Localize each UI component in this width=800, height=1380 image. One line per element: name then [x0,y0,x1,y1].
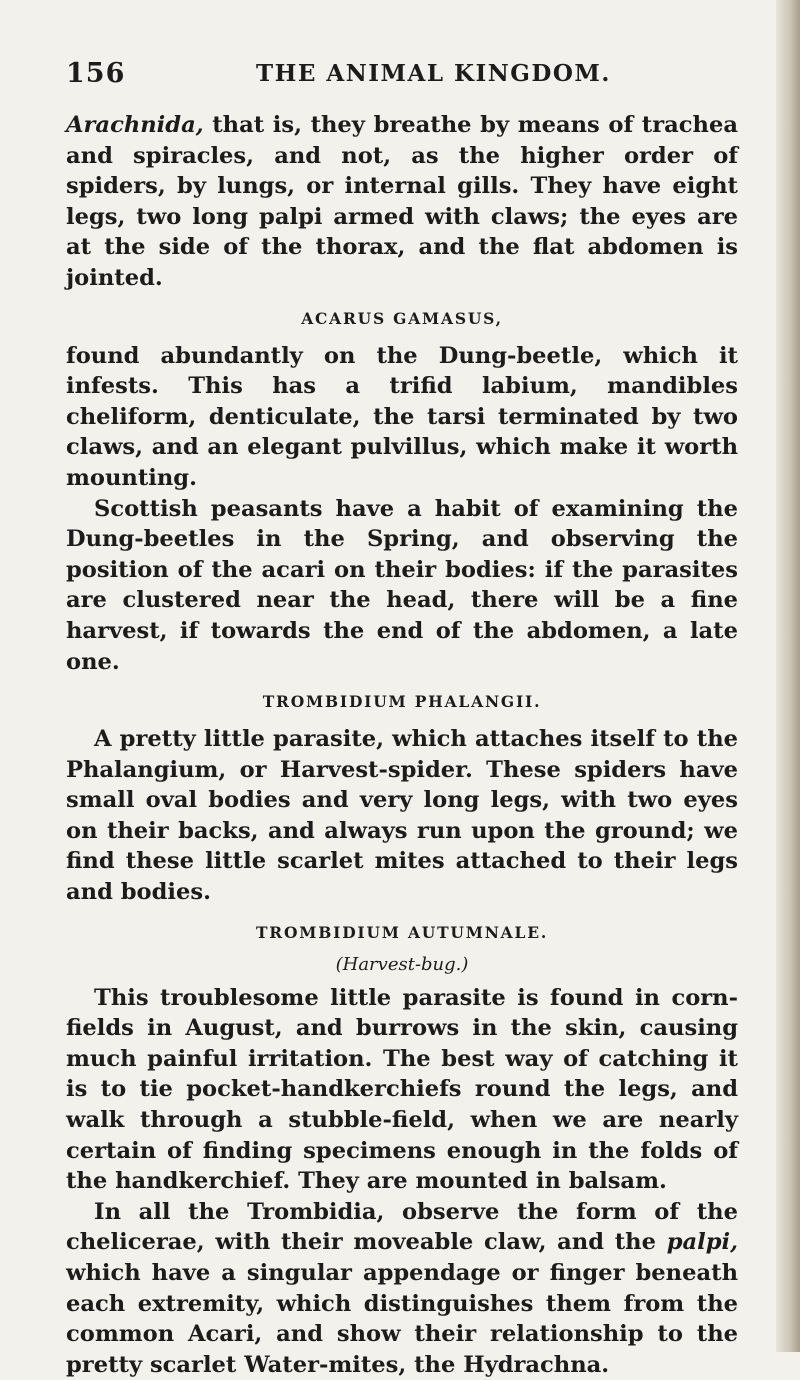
paragraph-trombidium-autumnale-1: This troublesome little parasite is found in corn-fields in August, and burrows in the skin, causing much painful irritation. The best way of catching it is to tie pocket-handkerchiefs round the legs, and walk through a stubble-field, when we are nearly certain of finding specimens enough in the folds of the handkerchief. They are mounted in balsam. [66,984,738,1195]
section-heading-acarus: ACARUS GAMASUS, [301,308,503,328]
subheading-harvest-bug: (Harvest-bug.) [335,953,469,975]
palpi-term: palpi, [666,1229,738,1256]
section-heading-trombidium-phalangii: TROMBIDIUM PHALANGII. [262,692,542,712]
paragraph-trombidium-autumnale-2 [66,1197,738,1380]
arachnida-term: Arachnida, [66,112,204,138]
intro-text: that is, they breathe by means of trachea and spiracles, and not, as the higher order of spiders, by lungs, or internal gills. They have eight legs, two long palpi armed with claws; the eyes are at the side of the thorax, and the flat abdomen is jointed. [66,112,738,291]
paragraph-trombidium-phalangii: A pretty little parasite, which attaches itself to the Phalangium, or Harvest-spider. These spiders have small oval bodies and very long legs, with two eyes on their backs, and always run upon the ground; we find these little scarlet mites attached to their legs and bodies. [66,726,738,906]
paragraph-part: In all the Trombidia, observe the form of the chelicerae, with their moveable claw, and the [66,1198,738,1256]
page-number: 156 [66,58,126,89]
paragraph-acarus-1: found abundantly on the Dung-beetle, which it infests. This has a trifid labium, mandibles cheliform, denticulate, the tarsi terminated by two claws, and an elegant pulvillus, which make it worth mounting. [66,342,738,491]
paragraph-acarus-2: Scottish peasants have a habit of examining the Dung-beetles in the Spring, and observing the position of the acari on their bodies: if the parasites are clustered near the head, there will be a fine harvest, if towards the end of the abdomen, a late one. [66,495,738,675]
page-title: THE ANIMAL KINGDOM. [256,60,611,87]
page-edge-shadow [776,0,800,1352]
section-heading-trombidium-autumnale: TROMBIDIUM AUTUMNALE. [255,922,549,942]
intro-paragraph [66,110,738,294]
body-text [66,110,738,1380]
paragraph-part: which have a singular appendage or finger beneath each extremity, which distinguishes them from the common Acari, and show their relationship to the pretty scarlet Water-mites, the Hydrachna. [66,1260,738,1378]
